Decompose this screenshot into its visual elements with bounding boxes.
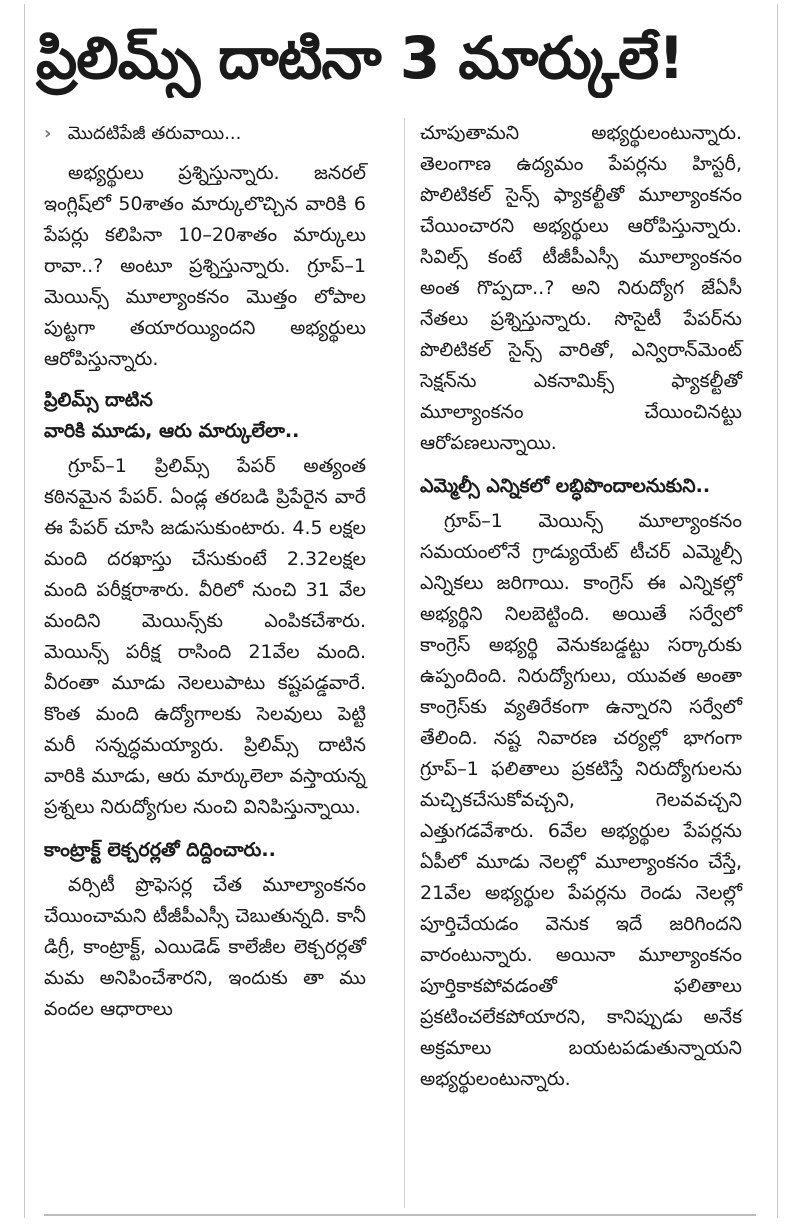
right-column [420,118,742,1103]
subheading-prelims-line1: ప్రిలిమ్స్ దాటిన [44,389,153,411]
bottom-divider [44,1214,756,1216]
subheading-mlc-election: ఎమ్మెల్సీ ఎన్నికలో లబ్ధిపొందాలనుకుని.. [420,475,711,497]
left-paragraph-2: గ్రూప్–1 ప్రిలిమ్స్ పేపర్ అత్యంత కఠినమైన పేపర్. ఏండ్ల తరబడి ప్రిపేరైన వారే ఈ పేపర్ చూసి జడుసుకుంటారు. 4.5 లక్షల మంది దరఖాస్తు చేసుకుంటే 2.32లక్షల మంది పరీక్షరాశారు. వీరిలో నుంచి 31 వేల మందిని మెయిన్స్‌కు ఎంపికచేశారు. మెయిన్స్ పరీక్ష రాసింది 21వేల మంది. వీరంతా మూడు నెలలుపాటు కష్టపడ్డవారే. కొంత మంది ఉద్యోగాలకు సెలవులు పెట్టి మరీ సన్నద్ధమయ్యారు. ప్రిలిమ్స్ దాటిన వారికి మూడు, ఆరు మార్కులెలా వస్తాయన్న ప్రశ్నలు నిరుద్యోగుల నుంచి వినిపిస్తున్నాయి. [44,455,366,818]
subheading-prelims-line2: వారికి మూడు, ఆరు మార్కులేలా.. [44,420,300,442]
continuation-kicker [44,118,366,150]
left-paragraph-3: వర్సిటీ ప్రొఫెసర్ల చేత మూల్యాంకనం చేయించామని టీజీపీఎస్సీ చెబుతున్నది. కానీ డిగ్రీ, కాంట్రాక్ట్, ఎయిడెడ్ కాలేజీల లెక్చరర్లతో మమ అనిపించేశారని, ఇందుకు తా ము వందల ఆధారాలు [44,874,366,1020]
subheading-contract-lecturers: కాంట్రాక్ట్ లెక్చరర్లతో దిద్దించారు.. [44,839,276,861]
headline: ప్రిలిమ్స్ దాటినా 3 మార్కులే! [36,24,684,92]
left-paragraph-1: అభ్యర్థులు ప్రశ్నిస్తున్నారు. జనరల్ ఇంగ్లిష్‌లో 50శాతం మార్కులొచ్చిన వారికి 6 పేపర్లు కలిపినా 10–20శాతం మార్కులు రావా..? అంటూ ప్రశ్నిస్తున్నారు. గ్రూప్–1 మెయిన్స్ మూల్యాంకనం మొత్తం లోపాల పుట్టగా తయారయ్యిందని అభ్యర్థులు ఆరోపిస్తున్నారు. [44,162,366,370]
right-paragraph-1: చూపుతామని అభ్యర్థులంటున్నారు. తెలంగాణ ఉద్యమం పేపర్లను హిస్టరీ, పొలిటికల్ సైన్స్ ఫ్యాకల్టీతో మూల్యాంకనం చేయించారని అభ్యర్థులు ఆరోపిస్తున్నారు. సివిల్స్ కంటే టీజీపీఎస్సీ మూల్యాంకనం అంత గొప్పదా..? అని నిరుద్యోగ జేఏసీ నేతలు ప్రశ్నిస్తున్నారు. సొసైటీ పేపర్‌ను పొలిటికల్ సైన్స్ వారితో, ఎన్విరాన్‌మెంట్ సెక్షన్‌ను ఎకనామిక్స్ ఫ్యాకల్టీతో మూల్యాంకనం చేయించినట్టు ఆరోపణలున్నాయి. [420,122,742,454]
chevron-right-icon: › [44,123,52,144]
right-paragraph-2: గ్రూప్–1 మెయిన్స్ మూల్యాంకనం సమయంలోనే గ్రాడ్యుయేట్ టీచర్ ఎమ్మెల్సీ ఎన్నికలు జరిగాయి. కాంగ్రెస్ ఈ ఎన్నికల్లో అభ్యర్థిని నిలబెట్టింది. అయితే సర్వేలో కాంగ్రెస్ అభ్యర్థి వెనుకబడ్డట్టు సర్కారుకు ఉప్పందింది. నిరుద్యోగులు, యువత అంతా కాంగ్రెస్‌కు వ్యతిరేకంగా ఉన్నారని సర్వేలో తేలింది. నష్ట నివారణ చర్యల్లో భాగంగా గ్రూప్–1 ఫలితాలు ప్రకటిస్తే నిరుద్యోగులను మచ్చికచేసుకోవచ్చని, గెలవవచ్చని ఎత్తుగడవేశారు. 6వేల అభ్యర్థుల పేపర్లను ఏపీలో మూడు నెలల్లో మూల్యాంకనం చేస్తే, 21వేల అభ్యర్థుల పేపర్లను రెండు నెలల్లో పూర్తిచేయడం వెనుక ఇదే జరిగిందని వారంటున్నారు. అయినా మూల్యాంకనం పూర్తికాకపోవడంతో ఫలితాలు ప్రకటించలేకపోయారని, కానిప్పుడు అనేక అక్రమాలు బయటపడుతున్నాయని అభ్యర్థులంటున్నారు. [420,510,742,1090]
left-column [44,118,366,1033]
kicker-text: మొదటిపేజీ తరువాయి... [67,123,242,144]
column-divider [404,118,405,1208]
